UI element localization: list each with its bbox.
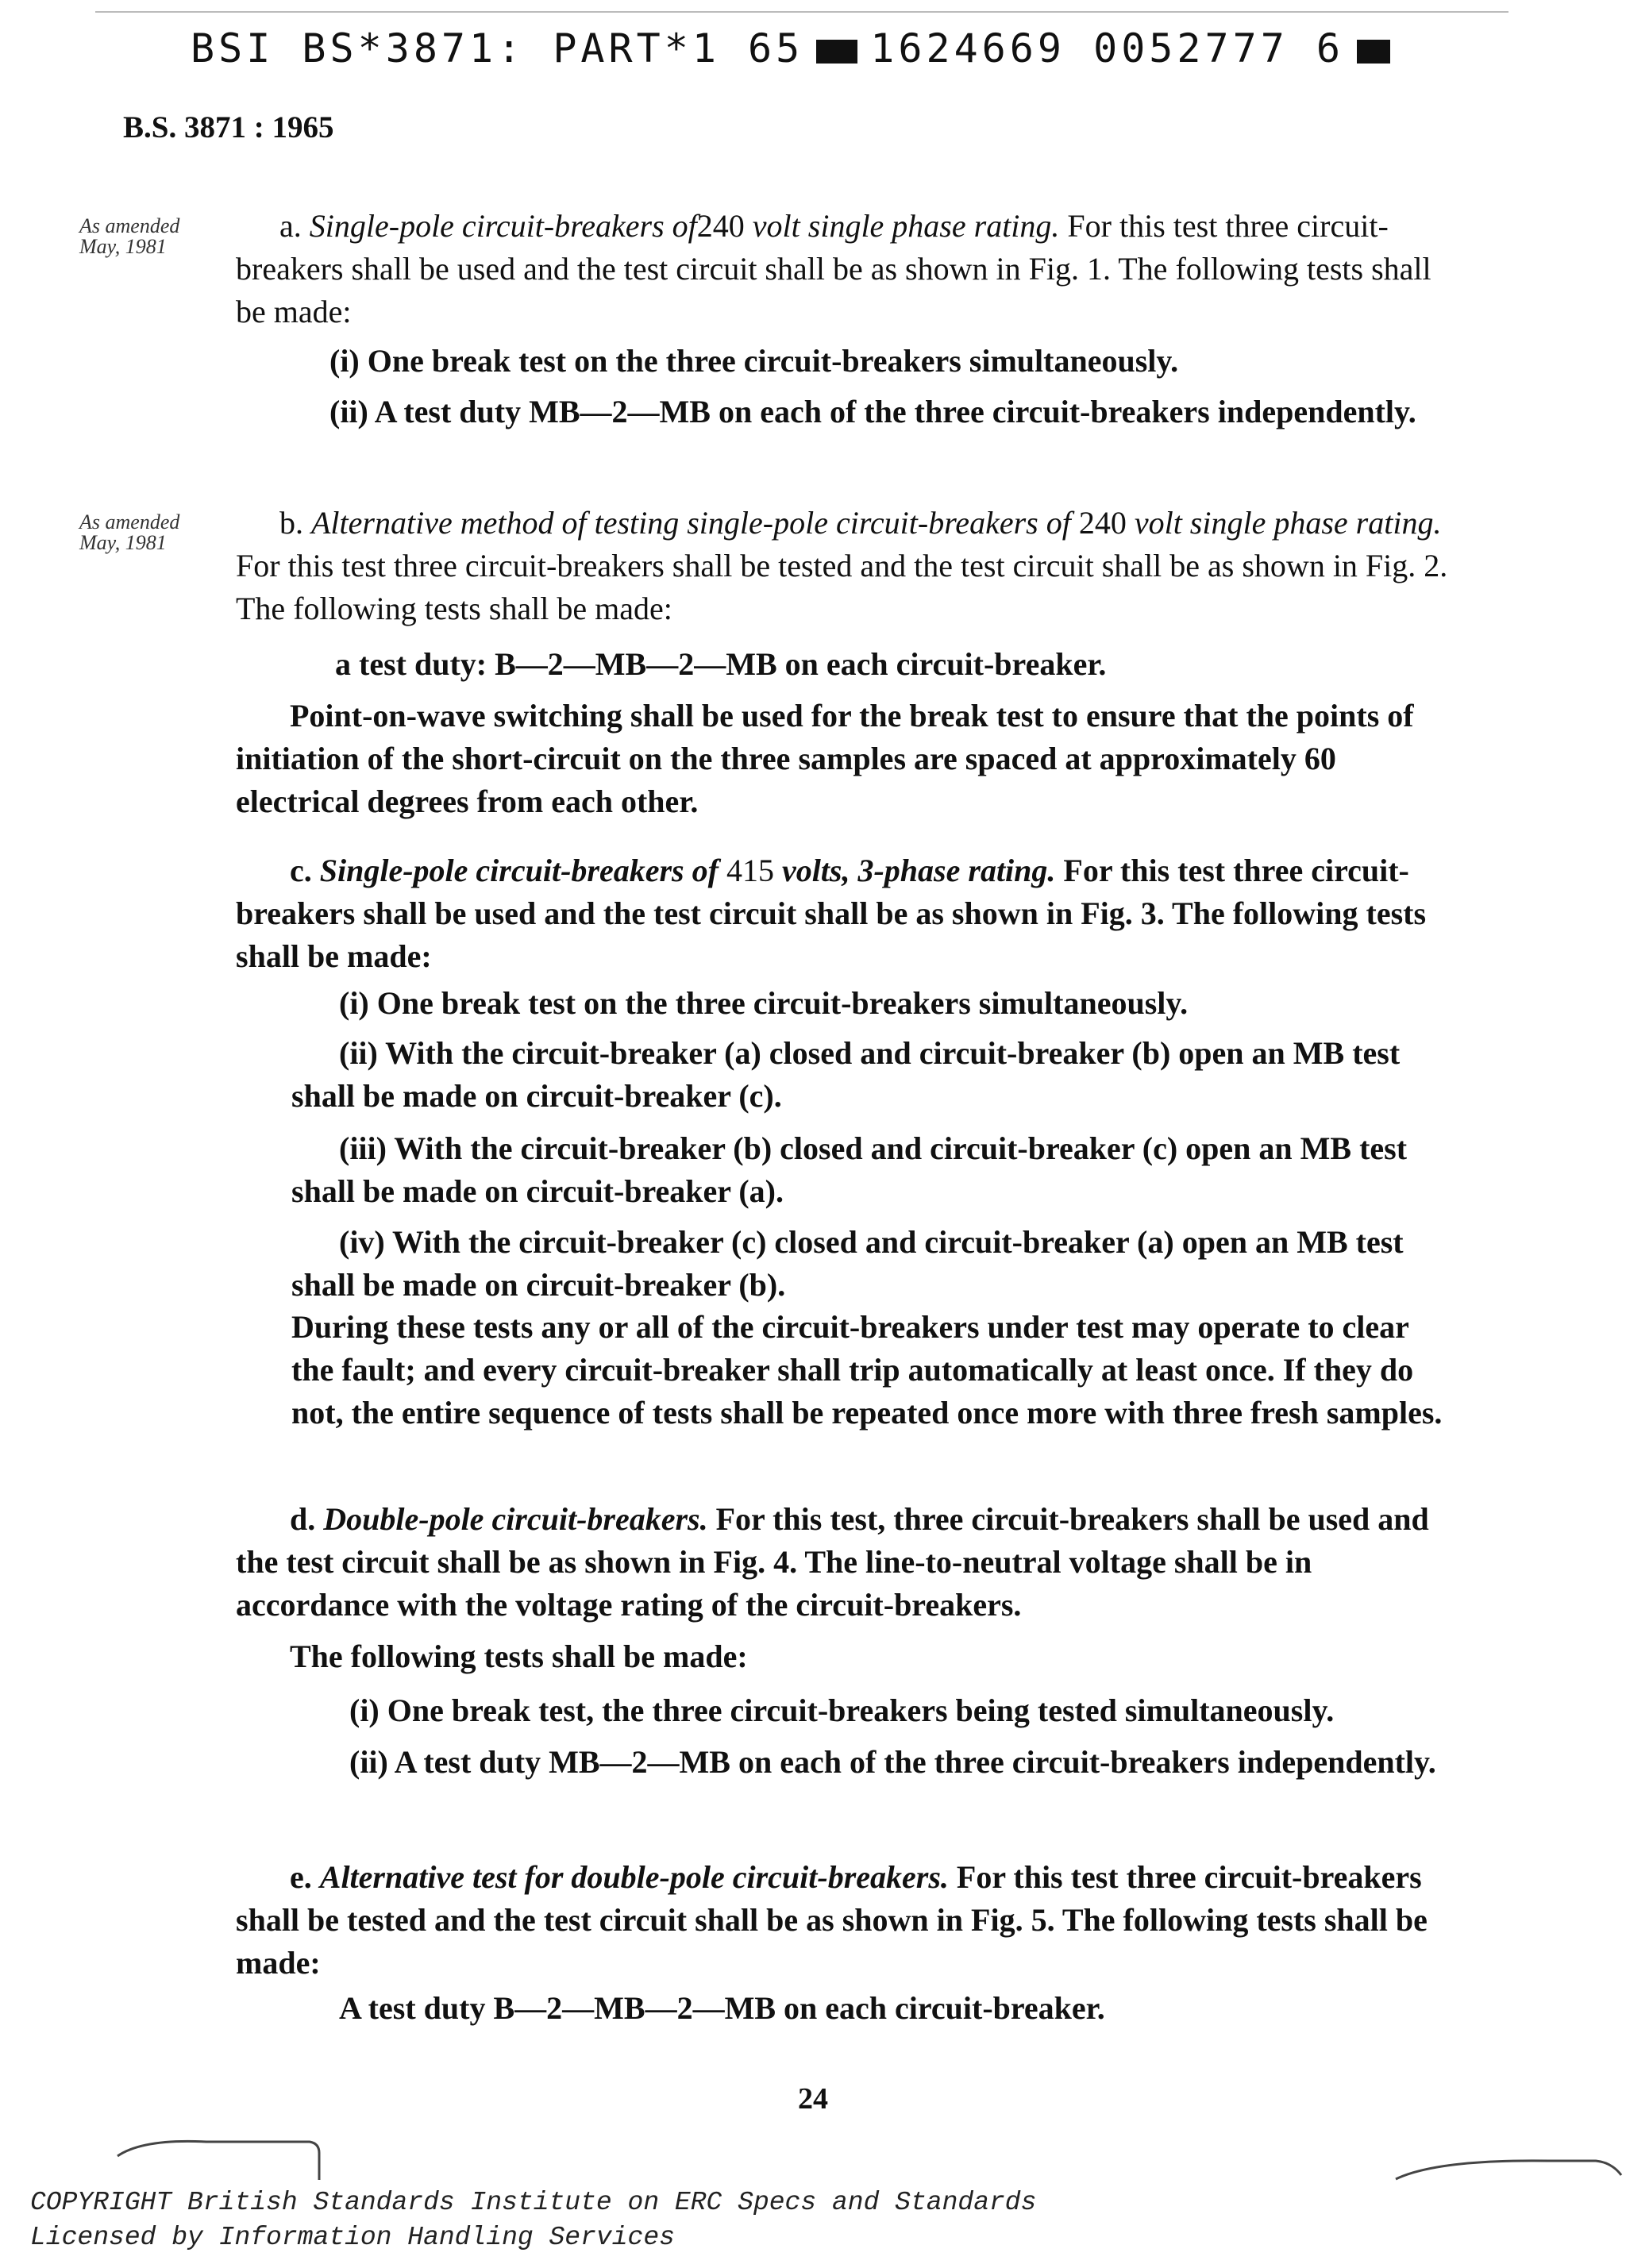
title-value: 415 (726, 853, 774, 888)
page-number: 24 (798, 2082, 828, 2116)
section-body: For this test three circuit-breakers shall be tested and the test circuit shall be as shown in Fig. 5. The following tests shall be made: (236, 1859, 1428, 1981)
scan-mark-right (1389, 2143, 1626, 2191)
redaction-block (1357, 40, 1390, 64)
section-b-intro (236, 502, 1455, 630)
section-d-lead: The following tests shall be made: (290, 1638, 748, 1674)
margin-note-b (79, 512, 222, 553)
section-title: Double-pole circuit-breakers. (323, 1501, 708, 1537)
section-label: d. (290, 1501, 316, 1537)
section-title-rest: volts, 3-phase rating. (781, 853, 1056, 888)
title-value: 240 (1078, 505, 1127, 541)
section-title-rest: volt single phase rating. (752, 208, 1060, 244)
margin-note-line: As amended (79, 510, 180, 533)
top-rule (95, 11, 1508, 13)
section-label: c. (290, 853, 312, 888)
section-c-item-2: (ii) With the circuit-breaker (a) closed and circuit-breaker (b) open an MB test shall be made on circuit-breaker (c). (291, 1035, 1401, 1114)
section-title: Alternative method of testing single-pole circuit-breakers of (311, 505, 1071, 541)
document-code-header (191, 25, 1390, 71)
section-a-item-2: (ii) A test duty MB—2—MB on each of the three circuit-breakers independently. (329, 394, 1416, 429)
section-e-intro (236, 1856, 1455, 1985)
margin-note-line: May, 1981 (79, 235, 167, 258)
margin-note-line: May, 1981 (79, 531, 167, 554)
section-title: Single-pole circuit-breakers of (319, 853, 719, 888)
margin-note-a (79, 216, 222, 257)
section-c-paragraph: During these tests any or all of the circuit-breakers under test may operate to clear the fault; and every circuit-breaker shall trip automatically at least once. If they do not, the entire sequence of tests shall be repeated once more with three fresh samples. (291, 1309, 1443, 1430)
scan-mark-left (111, 2132, 349, 2196)
section-body: For this test three circuit-breakers shall be used and the test circuit shall be as shown in Fig. 1. The following tests shall be made: (236, 208, 1431, 329)
margin-note-line: As amended (79, 214, 180, 237)
section-d-intro (236, 1498, 1455, 1627)
section-body: For this test, three circuit-breakers shall be used and the test circuit shall be as shown in Fig. 4. The line-to-neutral voltage shall be in accordance with the voltage rating of the circuit-breakers. (236, 1501, 1429, 1623)
footer-copyright: COPYRIGHT British Standards Institute on ERC Specs and Standards (30, 2188, 1037, 2217)
section-title: Single-pole circuit-breakers of (309, 208, 697, 244)
section-d-item-1: (i) One break test, the three circuit-breakers being tested simultaneously. (349, 1692, 1335, 1728)
section-body: For this test three circuit-breakers shall be used and the test circuit shall be as shown in Fig. 3. The following tests shall be made: (236, 853, 1427, 974)
section-label: b. (279, 505, 303, 541)
footer-license: Licensed by Information Handling Services (30, 2223, 675, 2252)
section-b-paragraph: Point-on-wave switching shall be used for the break test to ensure that the points of initiation of the short-circuit on the three samples are spaced at approximately 60 electrical degrees from each other. (236, 698, 1414, 819)
section-title: Alternative test for double-pole circuit-breakers. (319, 1859, 949, 1895)
redaction-block (816, 40, 857, 64)
section-c-item-1: (i) One break test on the three circuit-breakers simultaneously. (339, 985, 1189, 1021)
section-d-item-2: (ii) A test duty MB—2—MB on each of the three circuit-breakers independently. (349, 1744, 1436, 1780)
section-c-item-4: (iv) With the circuit-breaker (c) closed and circuit-breaker (a) open an MB test shall be made on circuit-breaker (b). (291, 1224, 1404, 1303)
section-c-intro (236, 849, 1455, 978)
section-label: a. (279, 208, 302, 244)
standard-reference: B.S. 3871 : 1965 (123, 110, 334, 144)
section-a-item-1: (i) One break test on the three circuit-breakers simultaneously. (329, 343, 1179, 379)
section-label: e. (290, 1859, 312, 1895)
section-b-duty: a test duty: B—2—MB—2—MB on each circuit-breaker. (335, 646, 1107, 682)
title-value: 240 (696, 208, 745, 244)
section-e-duty: A test duty B—2—MB—2—MB on each circuit-breaker. (339, 1990, 1105, 2026)
section-c-item-3: (iii) With the circuit-breaker (b) closed and circuit-breaker (c) open an MB test shall be made on circuit-breaker (a). (291, 1130, 1408, 1209)
header-code-mid: 1624669 0052777 6 (870, 25, 1345, 71)
section-title-rest: volt single phase rating. (1134, 505, 1442, 541)
section-a-intro (236, 205, 1455, 333)
header-code-left: BSI BS*3871: PART*1 65 (191, 25, 804, 71)
section-body: For this test three circuit-breakers shall be tested and the test circuit shall be as shown in Fig. 2. The following tests shall be made: (236, 548, 1448, 626)
